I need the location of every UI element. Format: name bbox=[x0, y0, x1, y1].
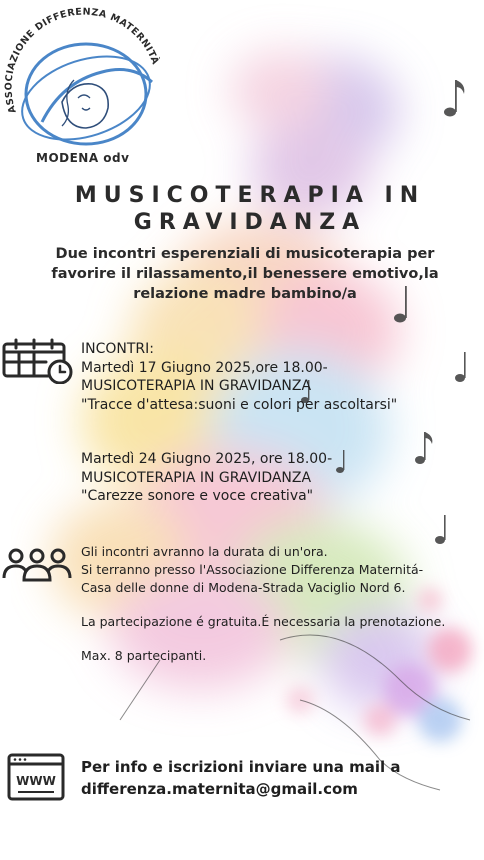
browser-www-icon bbox=[6, 752, 66, 804]
event1-name: MUSICOTERAPIA IN GRAVIDANZA bbox=[81, 378, 312, 394]
incontri-section bbox=[81, 340, 397, 414]
subtitle-line: relazione madre bambino/a bbox=[133, 286, 357, 302]
svg-text:ASSOCIAZIONE DIFFERENZA MATERN: ASSOCIAZIONE DIFFERENZA MATERNITÀ bbox=[3, 6, 161, 115]
association-logo bbox=[2, 2, 162, 174]
event1-subtitle: "Tracce d'attesa:suoni e colori per ascoltarsi" bbox=[81, 396, 398, 413]
subtitle-line: favorire il rilassamento,il benessere emotivo,la bbox=[51, 266, 439, 282]
info-line: Gli incontri avranno la durata di un'ora. bbox=[81, 544, 328, 559]
info-line: Casa delle donne di Modena-Strada Vaciglio Nord 6. bbox=[81, 580, 406, 595]
page-title-line2: GRAVIDANZA bbox=[133, 210, 367, 235]
event1-date: Martedì 17 Giugno 2025,ore 18.00- bbox=[81, 359, 328, 376]
event2-subtitle: "Carezze sonore e voce creativa" bbox=[81, 488, 314, 504]
contact-text: Per info e iscrizioni inviare una mail a bbox=[81, 758, 401, 776]
info-section bbox=[81, 543, 445, 665]
people-group-icon bbox=[2, 546, 72, 582]
svg-text:WWW: WWW bbox=[16, 774, 56, 788]
info-line: La partecipazione é gratuita.É necessaria la prenotazione. bbox=[81, 614, 446, 629]
logo-caption: MODENA odv bbox=[36, 151, 130, 165]
calendar-clock-icon bbox=[2, 338, 74, 384]
page-subtitle bbox=[45, 244, 445, 304]
incontri-heading: INCONTRI: bbox=[81, 341, 154, 357]
info-line: Si terranno presso l'Associazione Differenza Maternitá- bbox=[81, 562, 424, 577]
subtitle-line: Due incontri esperenziali di musicoterapia per bbox=[55, 246, 435, 262]
event2-name: MUSICOTERAPIA IN GRAVIDANZA bbox=[81, 469, 312, 486]
contact-email-link[interactable]: differenza.maternita@gmail.com bbox=[81, 780, 358, 798]
info-line: Max. 8 partecipanti. bbox=[81, 648, 207, 663]
page-title-line1: MUSICOTERAPIA IN bbox=[74, 183, 426, 208]
event2-section bbox=[81, 450, 332, 506]
event2-date: Martedì 24 Giugno 2025, ore 18.00- bbox=[81, 451, 333, 467]
contact-section bbox=[81, 756, 401, 800]
